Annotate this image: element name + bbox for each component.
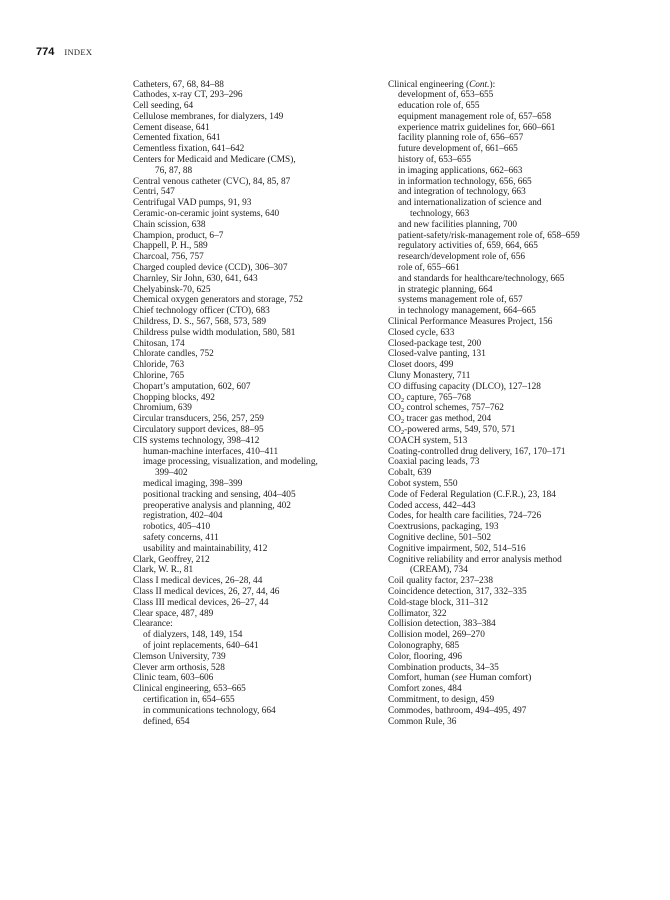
page-number: 774 xyxy=(36,46,55,58)
index-entry: Colonography, 685 xyxy=(388,640,460,651)
index-subentry: image processing, visualization, and modeling, xyxy=(143,457,318,468)
index-entry: Chloride, 763 xyxy=(133,360,185,371)
index-entry: $CO_2$-powered arms, 549, 570, 571 xyxy=(388,425,516,436)
index-subentry: usability and maintainability, 412 xyxy=(143,543,268,554)
index-entry: Cobot system, 550 xyxy=(388,478,458,489)
index-subentry: registration, 402–404 xyxy=(143,511,223,522)
index-entry: Chopping blocks, 492 xyxy=(133,392,215,403)
index-subentry: of dialyzers, 148, 149, 154 xyxy=(143,630,243,641)
index-entry: Chlorine, 765 xyxy=(133,371,185,382)
index-entry: Class III medical devices, 26–27, 44 xyxy=(133,597,269,608)
index-subentry: future development of, 661–665 xyxy=(398,144,518,155)
index-continuation: technology, 663 xyxy=(410,209,470,220)
index-subentry: in technology management, 664–665 xyxy=(398,306,536,317)
index-column-right xyxy=(388,80,638,728)
index-entry: CO diffusing capacity (DLCO), 127–128 xyxy=(388,381,541,392)
index-entry: Chemical oxygen generators and storage, 752 xyxy=(133,295,303,306)
index-entry: Cognitive impairment, 502, 514–516 xyxy=(388,543,526,554)
index-entry: Code of Federal Regulation (C.F.R.), 23, 184 xyxy=(388,489,556,500)
index-entry: Clemson University, 739 xyxy=(133,651,226,662)
index-entry: Clinical engineering (Cont.): xyxy=(388,79,496,90)
index-subentry: education role of, 655 xyxy=(398,101,480,112)
index-entry: Cement disease, 641 xyxy=(133,122,210,133)
index-entry: Coaxial pacing leads, 73 xyxy=(388,457,480,468)
index-entry: Cobalt, 639 xyxy=(388,468,432,479)
index-entry: Chelyabinsk-70, 625 xyxy=(133,284,211,295)
index-subentry: regulatory activities of, 659, 664, 665 xyxy=(398,241,538,252)
index-entry: Chappell, P. H., 589 xyxy=(133,241,208,252)
index-entry: Cognitive decline, 501–502 xyxy=(388,532,492,543)
index-entry: Coded access, 442–443 xyxy=(388,500,476,511)
index-entry: Chromium, 639 xyxy=(133,403,192,414)
index-continuation: (CREAM), 734 xyxy=(410,565,468,576)
index-subentry: certification in, 654–655 xyxy=(143,694,235,705)
index-entry: Cold-stage block, 311–312 xyxy=(388,597,489,608)
index-entry: Color, flooring, 496 xyxy=(388,651,462,662)
index-entry: $CO_2$ tracer gas method, 204 xyxy=(388,414,492,426)
index-entry: Clark, W. R., 81 xyxy=(133,565,194,576)
index-entry: Central venous catheter (CVC), 84, 85, 87 xyxy=(133,176,291,187)
index-entry: Closet doors, 499 xyxy=(388,360,454,371)
index-subentry: of joint replacements, 640–641 xyxy=(143,640,259,651)
index-continuation: 76, 87, 88 xyxy=(155,165,193,176)
index-entry: Circulatory support devices, 88–95 xyxy=(133,425,264,435)
index-continuation: 399–402 xyxy=(155,468,188,479)
index-entry: Chitosan, 174 xyxy=(133,338,185,349)
index-entry: Cellulose membranes, for dialyzers, 149 xyxy=(133,111,284,122)
index-entry: Class II medical devices, 26, 27, 44, 46 xyxy=(133,586,280,597)
index-entry: Coextrusions, packaging, 193 xyxy=(388,522,499,533)
index-entry: Clever arm orthosis, 528 xyxy=(133,662,225,673)
running-title: INDEX xyxy=(64,47,93,57)
index-entry: Ceramic-on-ceramic joint systems, 640 xyxy=(133,209,280,220)
index-entry: Charged coupled device (CCD), 306–307 xyxy=(133,263,288,274)
index-entry: Clinical engineering, 653–665 xyxy=(133,684,246,695)
index-entry: Commitment, to design, 459 xyxy=(388,694,495,705)
index-subentry: safety concerns, 411 xyxy=(143,532,219,543)
index-column-left xyxy=(133,80,373,728)
index-entry: Comfort zones, 484 xyxy=(388,684,462,695)
index-entry: Cathodes, x-ray CT, 293–296 xyxy=(133,90,243,101)
index-entry: Centri, 547 xyxy=(133,187,175,198)
index-subentry: in information technology, 656, 665 xyxy=(398,176,532,187)
index-subentry: positional tracking and sensing, 404–405 xyxy=(143,489,296,500)
index-entry: Centrifugal VAD pumps, 91, 93 xyxy=(133,198,252,209)
page-header xyxy=(36,46,92,58)
index-subentry: facility planning role of, 656–657 xyxy=(398,133,524,144)
index-entry: Chief technology officer (CTO), 683 xyxy=(133,306,270,317)
index-subentry: medical imaging, 398–399 xyxy=(143,478,243,489)
index-entry: Champion, product, 6–7 xyxy=(133,230,224,241)
index-subentry: history of, 653–655 xyxy=(398,155,472,166)
index-subentry: in strategic planning, 664 xyxy=(398,284,493,295)
index-entry: Catheters, 67, 68, 84–88 xyxy=(133,79,224,90)
index-entry: Collision detection, 383–384 xyxy=(388,619,496,630)
index-entry: Centers for Medicaid and Medicare (CMS), xyxy=(133,155,296,166)
index-subentry: equipment management role of, 657–658 xyxy=(398,111,552,122)
index-subentry: robotics, 405–410 xyxy=(143,522,211,533)
index-entry: Chopart’s amputation, 602, 607 xyxy=(133,381,251,392)
index-entry: Coil quality factor, 237–238 xyxy=(388,576,493,587)
index-entry: Cluny Monastery, 711 xyxy=(388,371,471,382)
index-entry: Common Rule, 36 xyxy=(388,716,457,727)
index-subentry: in imaging applications, 662–663 xyxy=(398,165,523,176)
index-subentry: and new facilities planning, 700 xyxy=(398,219,518,230)
index-entry: Collision model, 269–270 xyxy=(388,630,485,641)
index-entry: Clear space, 487, 489 xyxy=(133,608,214,619)
index-entry: $CO_2$ control schemes, 757–762 xyxy=(388,403,504,415)
index-entry: Clearance: xyxy=(133,619,173,630)
index-subentry: systems management role of, 657 xyxy=(398,295,523,306)
index-entry: Cemented fixation, 641 xyxy=(133,133,221,144)
index-entry: Childress, D. S., 567, 568, 573, 589 xyxy=(133,317,267,328)
index-subentry: in communications technology, 664 xyxy=(143,705,276,716)
index-entry: Chain scission, 638 xyxy=(133,219,206,230)
index-subentry: and internationalization of science and xyxy=(398,198,542,209)
index-entry: Cognitive reliability and error analysis method xyxy=(388,554,562,565)
index-entry: Cementless fixation, 641–642 xyxy=(133,144,245,155)
index-entry: Clinic team, 603–606 xyxy=(133,673,214,684)
index-subentry: role of, 655–661 xyxy=(398,263,460,274)
index-subentry: development of, 653–655 xyxy=(398,90,494,101)
index-entry: Coincidence detection, 317, 332–335 xyxy=(388,586,527,597)
index-entry: Closed-valve panting, 131 xyxy=(388,349,486,360)
index-entry: Class I medical devices, 26–28, 44 xyxy=(133,576,263,587)
index-entry: Chlorate candles, 752 xyxy=(133,349,214,360)
index-entry: $CO_2$ capture, 765–768 xyxy=(388,392,472,404)
index-subentry: and integration of technology, 663 xyxy=(398,187,526,198)
index-entry: Collimator, 322 xyxy=(388,608,447,619)
index-entry: Charnley, Sir John, 630, 641, 643 xyxy=(133,273,258,284)
index-entry: Clinical Performance Measures Project, 156 xyxy=(388,317,553,328)
index-entry: Commodes, bathroom, 494–495, 497 xyxy=(388,705,527,716)
index-entry: COACH system, 513 xyxy=(388,435,468,446)
index-entry: Charcoal, 756, 757 xyxy=(133,252,204,263)
index-entry: CIS systems technology, 398–412 xyxy=(133,435,260,446)
index-subentry: patient-safety/risk-management role of, 658–659 xyxy=(398,230,580,241)
index-entry: Closed-package test, 200 xyxy=(388,338,482,349)
index-subentry: research/development role of, 656 xyxy=(398,252,526,263)
index-entry: Codes, for health care facilities, 724–726 xyxy=(388,511,542,522)
index-entry: Closed cycle, 633 xyxy=(388,327,455,338)
index-subentry: experience matrix guidelines for, 660–661 xyxy=(398,122,556,133)
index-subentry: preoperative analysis and planning, 402 xyxy=(143,500,291,511)
index-subentry: human-machine interfaces, 410–411 xyxy=(143,446,279,457)
index-entry: Coating-controlled drug delivery, 167, 170–171 xyxy=(388,446,566,457)
index-subentry: and standards for healthcare/technology, 665 xyxy=(398,273,565,284)
index-entry: Cell seeding, 64 xyxy=(133,101,194,112)
index-entry: Comfort, human (see Human comfort) xyxy=(388,673,532,684)
index-entry: Clark, Geoffrey, 212 xyxy=(133,554,210,565)
index-entry: Circular transducers, 256, 257, 259 xyxy=(133,414,264,425)
index-entry: Combination products, 34–35 xyxy=(388,662,499,673)
index-subentry: defined, 654 xyxy=(143,716,190,727)
index-entry: Childress pulse width modulation, 580, 581 xyxy=(133,327,296,338)
